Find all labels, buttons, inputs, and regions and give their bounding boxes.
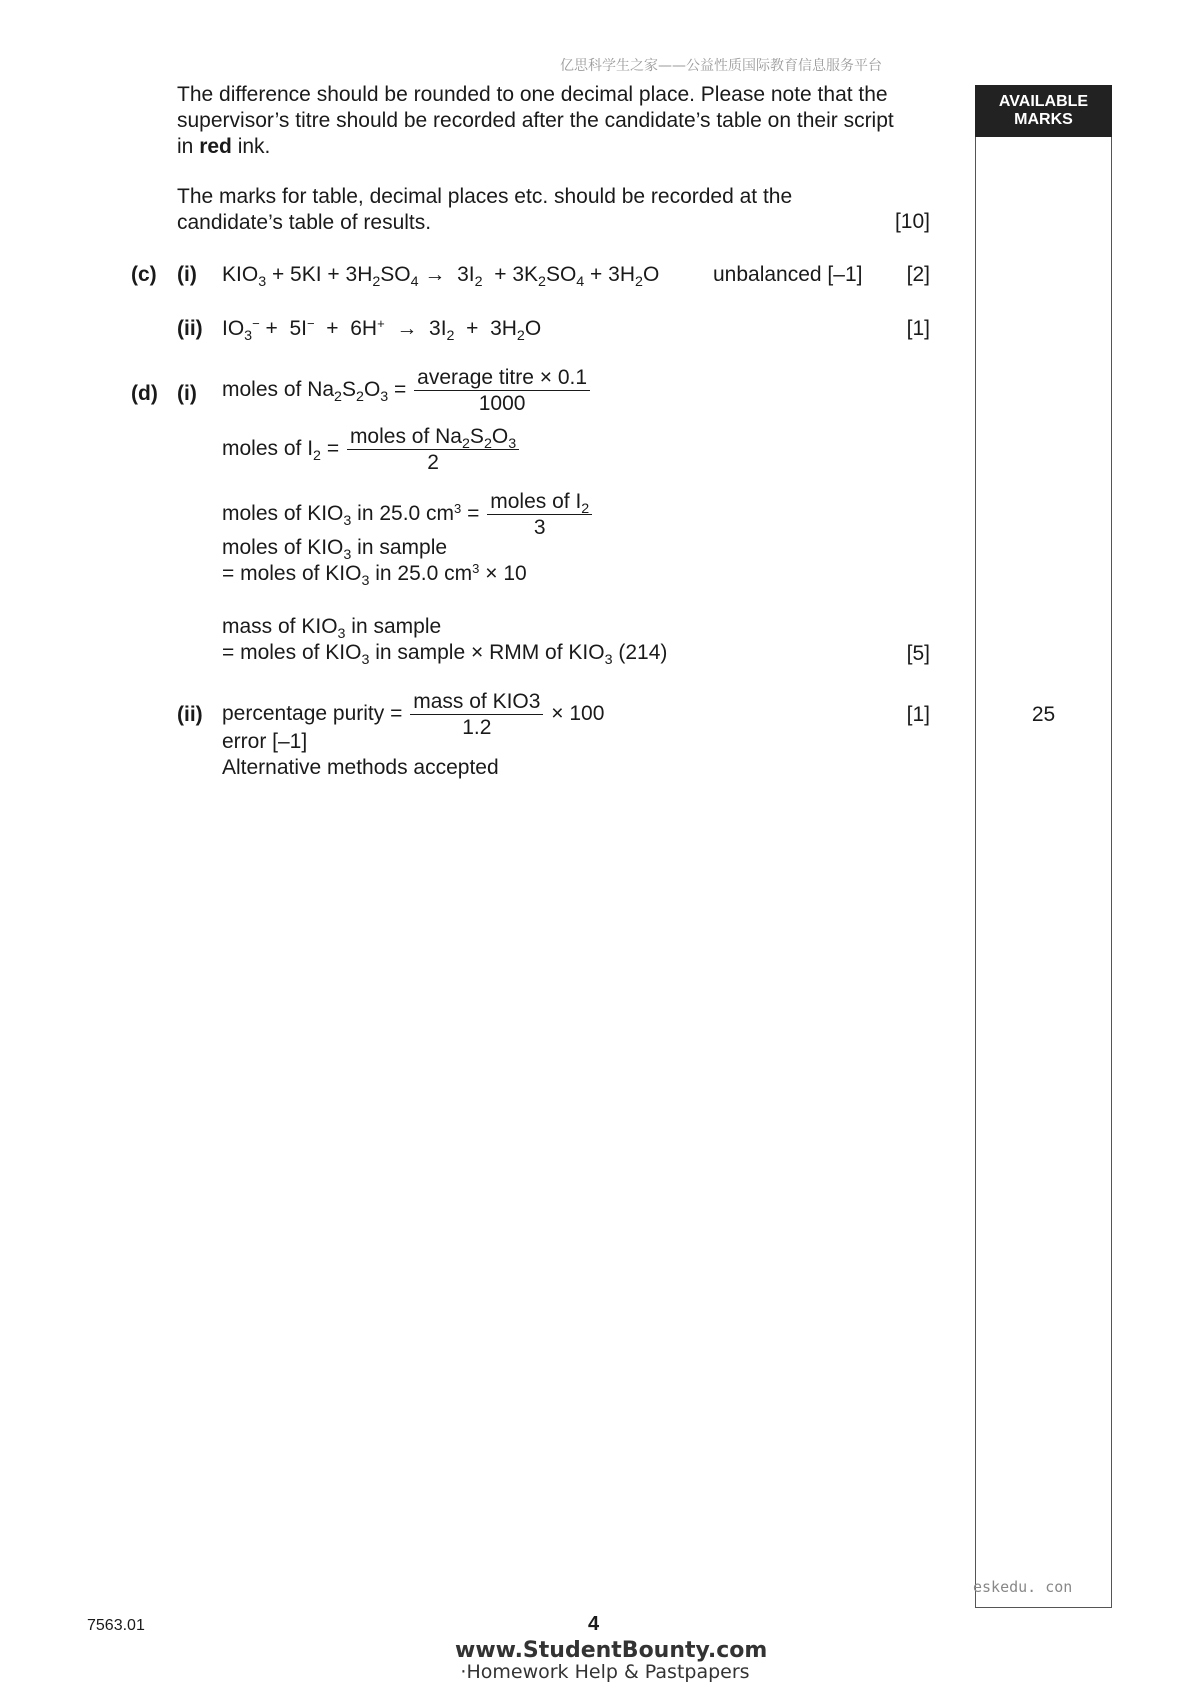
fraction-titre: $\frac{\text{average titre × 0.1}}{1000}$ <box>414 366 590 415</box>
moles-iodine-line: moles of $I_2$ = $\frac{moles of Na_2S_2O_3}{2}$ <box>222 425 521 474</box>
red-ink-emphasis: red <box>199 135 232 158</box>
fraction-kio3: $\frac{moles of I_2}{3}$ <box>487 490 592 539</box>
section-d-i-label: (i) <box>177 382 197 405</box>
intro-p1-line1: The difference should be rounded to one decimal place. Please note that the <box>177 83 888 106</box>
available-marks-heading <box>975 85 1112 137</box>
header-watermark: 亿思科学生之家——公益性质国际教育信息服务平台 <box>560 58 882 74</box>
c-ii-mark: [1] <box>906 317 930 340</box>
intro-p1-line3: in red ink. <box>177 135 271 158</box>
section-c-ii-label: (ii) <box>177 317 203 340</box>
moles-thiosulfate-line: moles of $Na_2S_2O_3$ = $\frac{\text{average titre × 0.1}}{1000}$ <box>222 366 592 415</box>
d-ii-error-note: error [–1] <box>222 730 308 753</box>
d-ii-mark: [1] <box>906 703 930 726</box>
moles-kio3-sample-block: moles of $KIO_3$ in sample = moles of $KIO_3$ in 25.0 $cm^3 \times 10$ <box>222 536 527 589</box>
fraction-iodine: $\frac{moles of Na_2S_2O_3}{2}$ <box>347 425 519 474</box>
paper-code: 7563.01 <box>87 1617 145 1634</box>
studentbounty-logo <box>455 1638 768 1683</box>
d-ii-alternative-note: Alternative methods accepted <box>222 756 499 779</box>
intro-mark: [10] <box>894 210 930 233</box>
right-watermark: eskedu. con <box>973 1578 1073 1596</box>
equation-c-ii: $IO_3^- + 5I^- + 6H^+ \to 3I_2 + 3H_2O$ <box>222 315 542 344</box>
mass-kio3-block: mass of $KIO_3$ in sample = moles of $KIO_3$ in sample × RMM of $KIO_3$ (214) <box>222 615 668 668</box>
intro-paragraph-2 <box>177 184 937 236</box>
fraction-purity: $\frac{\text{mass of KIO3}}{1.2}$ <box>410 690 543 739</box>
logo-line2: ·Homework Help & Pastpapers <box>460 1661 750 1683</box>
moles-kio3-aliquot-line: moles of $KIO_3$ in 25.0 $cm^3$ = $\frac{moles of I_2}{3}$ <box>222 490 594 539</box>
equation-c-i: $KIO_3 + 5KI + 3H_2SO_4 \to 3I_2 + 3K_2SO_4 + 3H_2O$ <box>222 263 660 290</box>
section-d-ii-label: (ii) <box>177 703 203 726</box>
page-number: 4 <box>588 1613 600 1635</box>
d-ii-notes <box>222 729 499 781</box>
c-i-note: unbalanced [–1] <box>713 263 863 286</box>
logo-line1: www.StudentBounty.com <box>455 1638 768 1663</box>
intro-p2-line2: candidate’s table of results. <box>177 211 432 234</box>
marks-heading-line2: MARKS <box>1014 111 1073 128</box>
marks-heading-line1: AVAILABLE <box>998 93 1089 110</box>
d-i-mark: [5] <box>906 642 930 665</box>
section-c-i-label: (i) <box>177 263 197 286</box>
marks-total: 25 <box>1031 703 1056 726</box>
section-c-label: (c) <box>131 263 157 286</box>
available-marks-column <box>975 85 1112 1608</box>
intro-paragraph-1 <box>177 82 937 160</box>
c-i-mark: [2] <box>906 263 930 286</box>
section-d-label: (d) <box>131 382 158 405</box>
intro-p2-line1: The marks for table, decimal places etc. should be recorded at the <box>177 185 793 208</box>
percentage-purity-line: percentage purity = $\frac{\text{mass of KIO3}}{1.2}$ × 100 <box>222 690 605 739</box>
intro-p1-line2: supervisor’s titre should be recorded after the candidate’s table on their script <box>177 109 894 132</box>
